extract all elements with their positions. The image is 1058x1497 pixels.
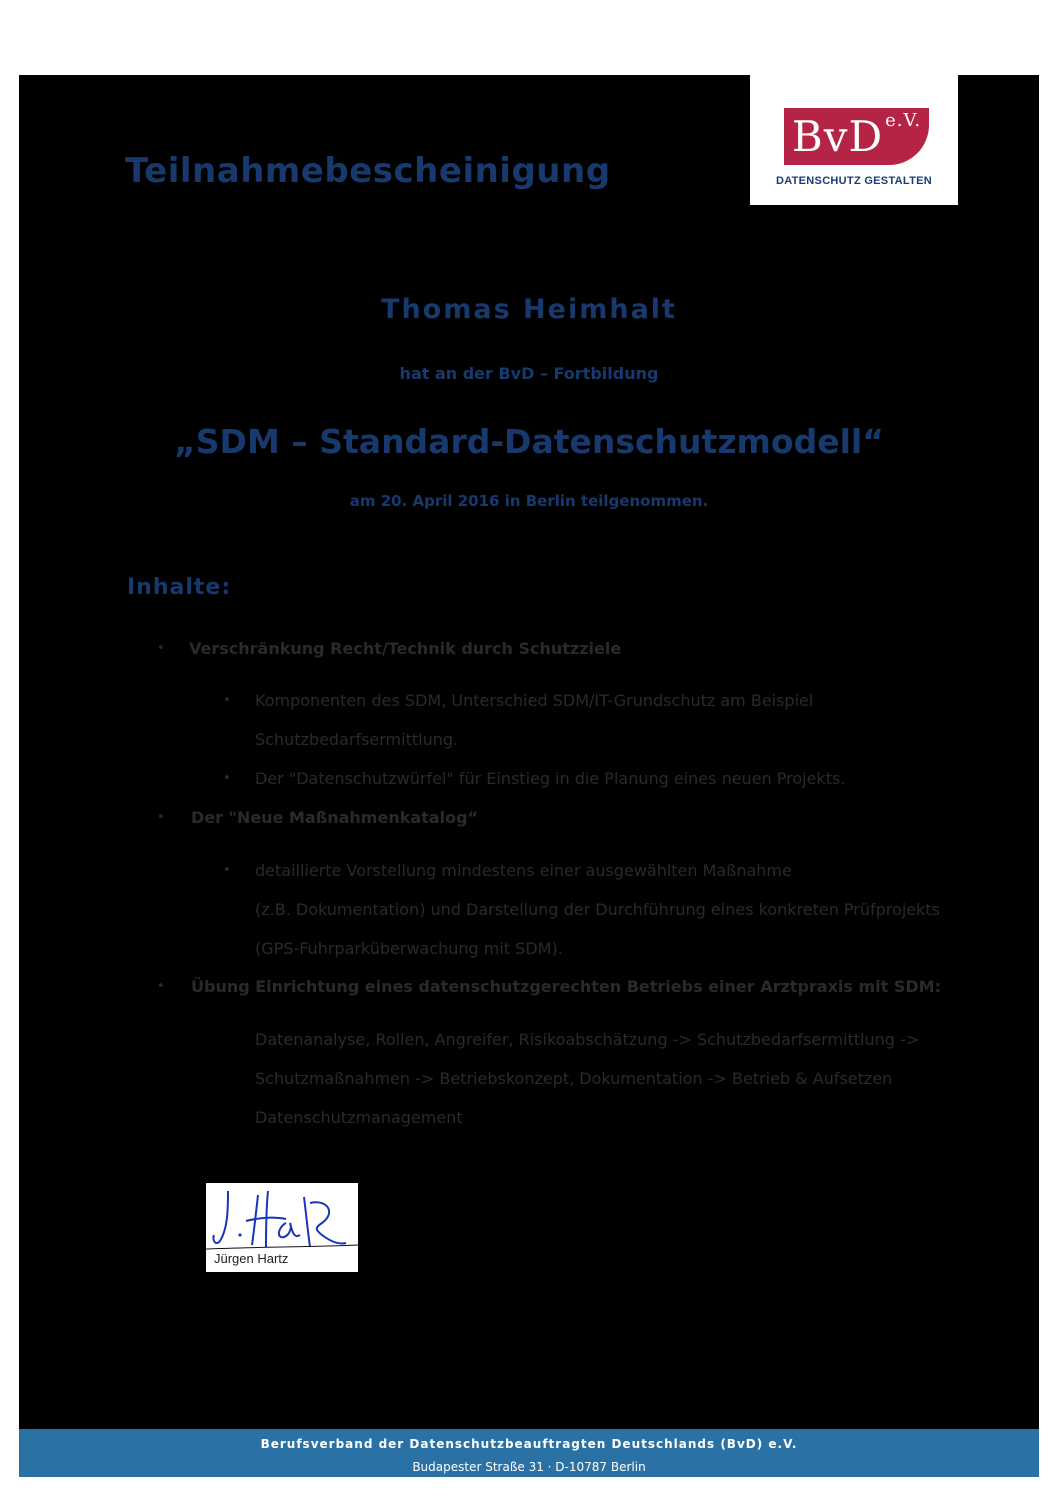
list-item: Übung Einrichtung eines datenschutzgerechten Betriebs einer Arztpraxis mit SDM: [191,977,941,996]
list-item: Datenanalyse, Rollen, Angreifer, Risikoabschätzung -> Schutzbedarfsermittlung -> [255,1030,920,1049]
logo-badge [784,108,929,165]
logo-suffix: e.V. [885,110,922,131]
course-title: „SDM – Standard-Datenschutzmodell“ [174,422,884,461]
list-item: Datenschutzmanagement [255,1108,463,1127]
bullet-icon: • [223,863,231,878]
bullet-icon: • [157,810,165,825]
bullet-icon: • [157,641,165,656]
participant-name: Thomas Heimhalt [381,294,677,325]
footer-address: Budapester Straße 31 · D-10787 Berlin [412,1460,646,1474]
signatory-name: Jürgen Hartz [214,1251,289,1266]
list-item: Der "Neue Maßnahmenkatalog“ [191,808,479,827]
list-item: Schutzmaßnahmen -> Betriebskonzept, Dokumentation -> Betrieb & Aufsetzen [255,1069,893,1088]
footer-bar [19,1429,1039,1477]
date-line: am 20. April 2016 in Berlin teilgenommen. [349,492,709,510]
list-item: Verschränkung Recht/Technik durch Schutzziele [189,639,622,658]
list-item: Der "Datenschutzwürfel" für Einstieg in die Planung eines neuen Projekts. [255,769,846,788]
bullet-icon: • [157,979,165,994]
intro-text: hat an der BvD – Fortbildung [399,364,659,383]
logo-brand: BvD [791,112,884,161]
list-item: detaillierte Vorstellung mindestens einer ausgewählten Maßnahme [255,861,792,880]
signature-block [206,1183,358,1272]
list-item: (z.B. Dokumentation) und Darstellung der Durchführung eines konkreten Prüfprojekts [255,900,940,919]
page-title: Teilnahmebescheinigung [125,151,611,191]
list-item: Komponenten des SDM, Unterschied SDM/IT-Grundschutz am Beispiel [255,691,814,710]
bullet-icon: • [223,771,231,786]
logo-tagline: DATENSCHUTZ GESTALTEN [775,175,932,187]
certificate-page [19,75,1039,1477]
bvd-logo [750,75,958,205]
list-item: (GPS-Fuhrparküberwachung mit SDM). [255,939,563,958]
contents-heading: Inhalte: [127,575,232,600]
bullet-icon: • [223,693,231,708]
list-item: Schutzbedarfsermittlung. [255,730,459,749]
footer-organization: Berufsverband der Datenschutzbeauftragten Deutschlands (BvD) e.V. [260,1437,798,1451]
